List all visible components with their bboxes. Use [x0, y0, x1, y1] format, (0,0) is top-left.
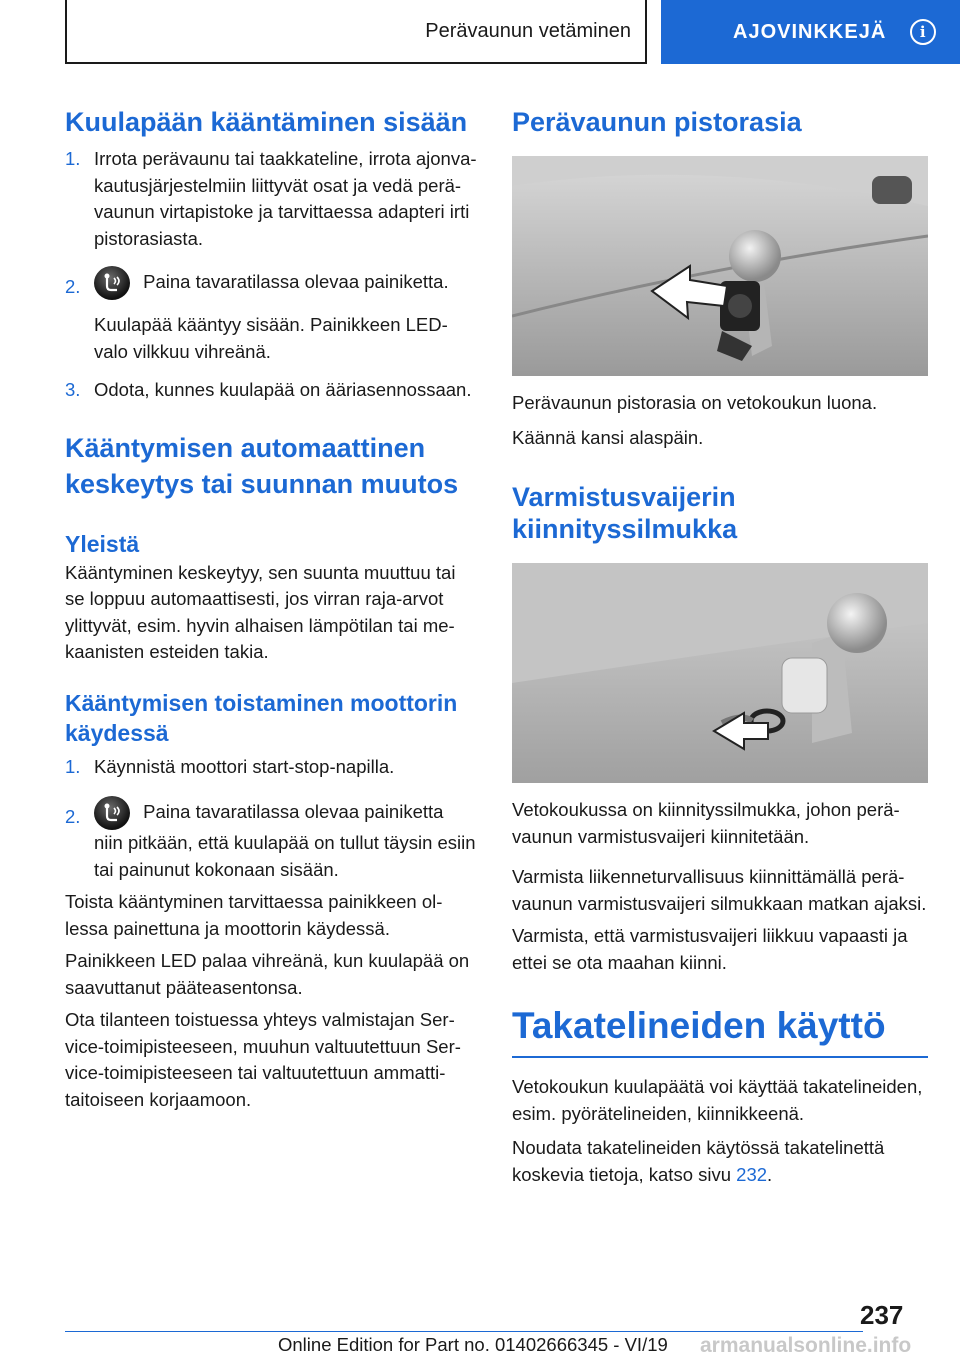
- step-text: Irrota perävaunu tai taakkateline, irrota ajonvakautusjärjestelmiin liittyvät osat ja vedä perävaunun virtapistoke ja tarvittaessa adapteri irti pistorasiasta.: [94, 148, 477, 249]
- step-text-block: [94, 796, 477, 883]
- heading-retract-ball: Kuulapään kääntäminen sisään: [65, 107, 468, 137]
- footer-edition: Online Edition for Part no. 01402666345 - VI/19: [278, 1334, 668, 1355]
- paragraph-text: Noudata takatelineiden käytössä takatelinettä koskevia tietoja, katso sivu: [512, 1137, 885, 1185]
- page-reference-link[interactable]: 232: [736, 1163, 768, 1185]
- tow-hitch-button-icon: [94, 796, 130, 830]
- paragraph-text: .: [767, 1163, 773, 1185]
- page-number: 237: [860, 1300, 904, 1330]
- step-number: 3.: [65, 379, 81, 400]
- list-item: [65, 754, 477, 781]
- paragraph: Toista kääntyminen tarvittaessa painikkeen ollessa painettuna ja moottorin käydessä.: [65, 891, 443, 939]
- paragraph: Vetokoukun kuulapäätä voi käyttää takatelineiden, esim. pyörätelineiden, kiinnikkeenä.: [512, 1076, 923, 1124]
- step-text: Käynnistä moottori start-stop-napilla.: [94, 755, 395, 777]
- header-chapter[interactable]: [661, 0, 960, 64]
- paragraph: Perävaunun pistorasia on vetokoukun luona.: [512, 392, 878, 413]
- step-text: Paina tavaratilassa olevaa painiketta.: [143, 271, 449, 292]
- step-text-block: [94, 266, 477, 365]
- paragraph: Käännä kansi alaspäin.: [512, 426, 704, 448]
- trailer-socket-photo: [512, 156, 928, 376]
- paragraph-with-link: [512, 1135, 928, 1188]
- paragraph: Ota tilanteen toistuessa yhteys valmistajan Service-toimipisteeseen, muuhun valtuutettuun Service-toimipisteeseen tai valtuutettuun ammattitaitoiseen korjaamoon.: [65, 1009, 461, 1110]
- step-subtext: Kuulapää kääntyy sisään. Painikkeen LED-valo vilkkuu vihreänä.: [94, 314, 448, 362]
- step-number: 2.: [65, 276, 81, 297]
- subheading-repeat: Kääntymisen toistaminen moottorin käydessä: [65, 689, 458, 746]
- step-number: 1.: [65, 755, 81, 777]
- heading-rear-racks: Takatelineiden käyttö: [512, 1004, 928, 1058]
- heading-auto-interruption: Kääntymisen automaattinen keskeytys tai suunnan muutos: [65, 432, 459, 499]
- list-item: [65, 146, 477, 252]
- tow-hitch-button-icon: [94, 266, 130, 300]
- paragraph: Kääntyminen keskeytyy, sen suunta muuttuu tai se loppuu automaattisesti, jos virran raja-arvot ylittyvät, esim. hyvin alhaisen lämpötilan tai mekaanisten esteiden takia.: [65, 561, 456, 662]
- heading-trailer-socket: Perävaunun pistorasia: [512, 107, 802, 137]
- header-chapter-title: AJOVINKKEJÄ: [733, 20, 887, 43]
- right-column: [512, 98, 928, 1188]
- subheading-general: Yleistä: [65, 530, 140, 557]
- step-number: 1.: [65, 148, 81, 169]
- list-item: [65, 377, 477, 404]
- step-text: Odota, kunnes kuulapää on ääriasennossaan.: [94, 379, 472, 400]
- info-icon[interactable]: i: [910, 19, 936, 45]
- footer-divider: [65, 1331, 863, 1332]
- safety-cable-eye-photo: [512, 563, 928, 783]
- step-text: Paina tavaratilassa olevaa painiketta niin pitkään, että kuulapää on tullut täysin esiin tai painunut kokonaan sisään.: [94, 801, 476, 880]
- watermark: armanualsonline.info: [700, 1334, 912, 1357]
- paragraph: Vetokoukussa on kiinnityssilmukka, johon perävaunun varmistusvaijeri kiinnitetään.: [512, 799, 900, 847]
- header-section-title: Perävaunun vetäminen: [425, 19, 631, 42]
- left-column: [65, 98, 477, 1113]
- heading-safety-cable-eye: Varmistusvaijerin kiinnityssilmukka: [512, 482, 738, 544]
- paragraph: Varmista liikenneturvallisuus kiinnittämällä perävaunun varmistusvaijeri silmukkaan matkan ajaksi.: [512, 866, 927, 914]
- list-item: [65, 796, 477, 883]
- step-number: 2.: [65, 806, 81, 827]
- list-item: [65, 266, 477, 365]
- paragraph: Varmista, että varmistusvaijeri liikkuu vapaasti ja ettei se ota maahan kiinni.: [512, 925, 908, 973]
- header-section: [65, 0, 647, 64]
- paragraph: Painikkeen LED palaa vihreänä, kun kuulapää on saavuttanut pääteasentonsa.: [65, 950, 470, 998]
